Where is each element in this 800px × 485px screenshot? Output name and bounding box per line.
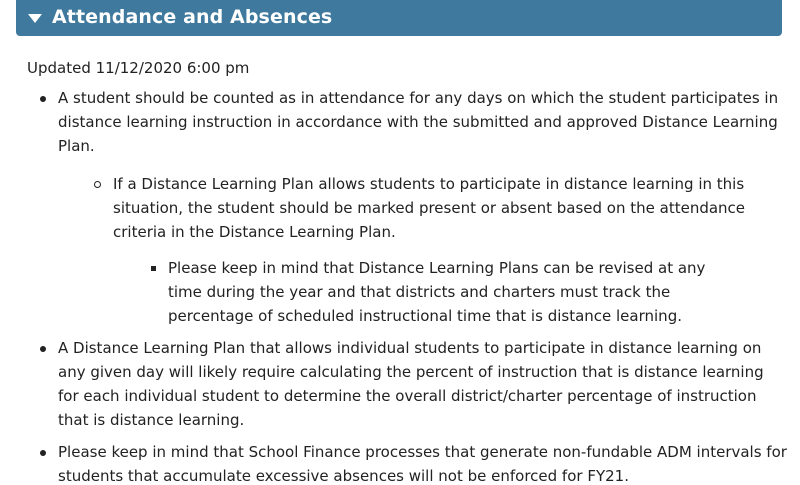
list-item bbox=[27, 86, 787, 328]
updated-timestamp: Updated 11/12/2020 6:00 pm bbox=[27, 59, 250, 77]
list-item-text: A Distance Learning Plan that allows individual students to participate in distance learning on any given day will likely require calculating the percent of instruction that is distance learning for each individual student to determine the overall district/charter percentage of instruction that is distance learning. bbox=[58, 339, 764, 429]
sub-sub-bullet-list bbox=[137, 256, 787, 328]
list-item-text: If a Distance Learning Plan allows students to participate in distance learning in this situation, the student should be marked present or absent based on the attendance criteria in the Distance Learning Plan. bbox=[113, 175, 746, 241]
list-item bbox=[27, 440, 787, 485]
sub-bullet-list bbox=[82, 172, 787, 328]
accordion-header[interactable] bbox=[16, 0, 782, 36]
section-title: Attendance and Absences bbox=[52, 6, 333, 28]
section-content bbox=[27, 56, 787, 485]
list-item-text: Please keep in mind that School Finance processes that generate non-fundable ADM intervals for students that accumulate excessive absences will not be enforced for FY21. bbox=[58, 443, 787, 485]
list-item-text: A student should be counted as in attendance for any days on which the student participates in distance learning instruction in accordance with the submitted and approved Distance Learning Plan. bbox=[58, 89, 779, 155]
list-item bbox=[137, 256, 787, 328]
list-item bbox=[27, 336, 787, 432]
bullet-list bbox=[27, 86, 787, 485]
caret-down-icon[interactable] bbox=[28, 14, 42, 23]
list-item-text: Please keep in mind that Distance Learning Plans can be revised at any time during the year and that districts and charters must track the percentage of scheduled instructional time that is distance learning. bbox=[168, 259, 706, 325]
list-item bbox=[82, 172, 787, 328]
